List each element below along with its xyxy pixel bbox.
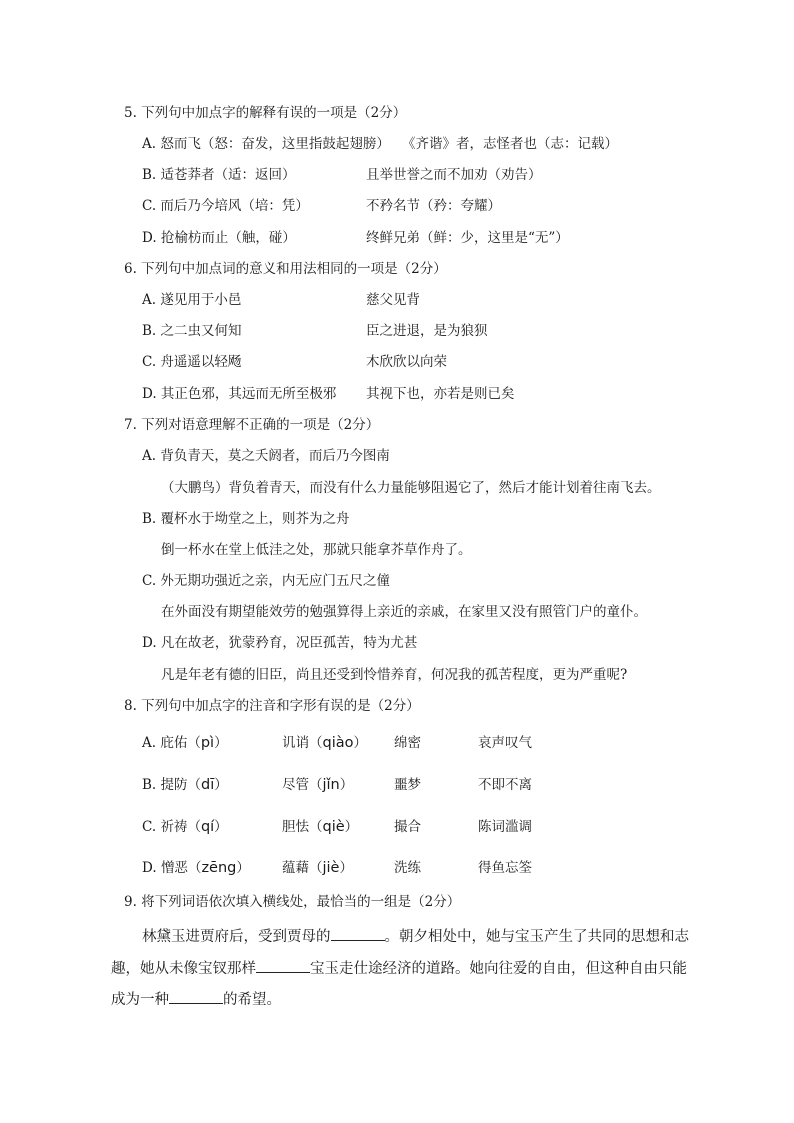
- q8-option-c-word1: C. 祈祷（qí）: [142, 819, 228, 835]
- q9-passage-line-3: 成为一种 的希望。: [111, 989, 281, 1009]
- q8-option-d-word1: D. 憎恶（zēng）: [142, 860, 250, 876]
- q8-option-a-word3: 绵密: [394, 735, 421, 751]
- pinyin: jiè: [322, 860, 340, 876]
- q7-option-b-source: B. 覆杯水于坳堂之上，则芥为之舟: [142, 511, 350, 527]
- q7-option-a-source: A. 背负青天，莫之夭阏者，而后乃今图南: [142, 448, 390, 464]
- pinyin: jǐn: [322, 777, 340, 793]
- q5-option-b-left: B. 适苍莽者（适：返回）: [142, 167, 296, 183]
- q8-option-a-word1: A. 庇佑（pì）: [142, 735, 228, 751]
- q6-option-c-left: C. 舟遥遥以轻飏: [142, 354, 242, 370]
- q5-option-c-right: 不矜名节（矜：夸耀）: [366, 198, 501, 214]
- q5-option-d-right: 终鲜兄弟（鲜：少，这里是“无”）: [366, 230, 569, 246]
- question-9-title: 9. 将下列词语依次填入横线处，最恰当的一组是（2分）: [124, 894, 461, 910]
- q7-option-d-source: D. 凡在故老，犹蒙矜育，况臣孤苦，特为尤甚: [142, 635, 418, 651]
- q7-option-c-source: C. 外无期功强近之亲，内无应门五尺之僮: [142, 573, 390, 589]
- q8-option-d-word3: 洗练: [394, 860, 421, 876]
- q8-option-a-word2: 讥诮（qiào）: [282, 735, 367, 751]
- q9-passage-line-1: 林黛玉进贾府后，受到贾母的 。朝夕相处中，她与宝玉产生了共同的思想和志: [142, 926, 689, 946]
- q5-option-d-left: D. 抢榆枋而止（触，碰）: [142, 230, 296, 246]
- q8-option-c-word3: 撮合: [394, 819, 421, 835]
- q7-option-a-translation: （大鹏鸟）背负着青天，而没有什么力量能够阻遏它了，然后才能计划着往南飞去。: [161, 480, 661, 496]
- q6-option-a-left: A. 遂见用于小邑: [142, 292, 242, 308]
- q7-option-c-translation: 在外面没有期望能效劳的勉强算得上亲近的亲戚，在家里又没有照管门户的童仆。: [161, 604, 647, 620]
- question-8-title: 8. 下列句中加点字的注音和字形有误的是（2分）: [124, 698, 420, 714]
- q8-option-d-word4: 得鱼忘筌: [478, 860, 532, 876]
- pinyin: qiè: [322, 819, 345, 835]
- q8-option-a-word4: 哀声叹气: [478, 735, 532, 751]
- q8-option-c-word2: 胆怯（qiè）: [282, 819, 359, 835]
- q8-option-c-word4: 陈词滥调: [478, 819, 532, 835]
- pinyin: qí: [200, 819, 215, 835]
- q8-option-b-word2: 尽管（jǐn）: [282, 777, 354, 793]
- question-6-title: 6. 下列句中加点词的意义和用法相同的一项是（2分）: [124, 261, 447, 277]
- fill-blank-1[interactable]: [331, 926, 385, 941]
- question-7-title: 7. 下列对语意理解不正确的一项是（2分）: [124, 417, 380, 433]
- pinyin: zēng: [201, 860, 237, 876]
- q9-passage-line-2: 趣，她从未像宝钗那样 宝玉走仕途经济的道路。她向往爱的自由，但这种自由只能: [111, 958, 687, 978]
- q6-option-c-right: 木欣欣以向荣: [366, 354, 447, 370]
- q8-option-b-word3: 噩梦: [394, 777, 421, 793]
- pinyin: qiào: [322, 735, 354, 751]
- q5-option-a-right: 《齐谐》者，志怪者也（志：记载）: [402, 136, 618, 152]
- q5-option-b-right: 且举世誉之而不加劝（劝告）: [366, 167, 542, 183]
- pinyin: dī: [201, 777, 215, 793]
- q6-option-b-right: 臣之进退，是为狼狈: [366, 323, 488, 339]
- q7-option-d-translation: 凡是年老有德的旧臣，尚且还受到怜惜养育，何况我的孤苦程度，更为严重呢?: [161, 667, 628, 683]
- q8-option-b-word4: 不即不离: [478, 777, 532, 793]
- q6-option-b-left: B. 之二虫又何知: [142, 323, 242, 339]
- q5-option-c-left: C. 而后乃今培风（培：凭）: [142, 198, 309, 214]
- fill-blank-3[interactable]: [169, 989, 223, 1004]
- fill-blank-2[interactable]: [256, 958, 310, 973]
- q6-option-d-right: 其视下也，亦若是则已矣: [366, 386, 515, 402]
- q6-option-d-left: D. 其正色邪，其远而无所至极邪: [142, 386, 337, 402]
- q7-option-b-translation: 倒一杯水在堂上低洼之处，那就只能拿芥草作舟了。: [161, 542, 472, 558]
- q5-option-a-left: A. 怒而飞（怒：奋发，这里指鼓起翅膀）: [142, 136, 390, 152]
- q6-option-a-right: 慈父见背: [366, 292, 420, 308]
- question-5-title: 5. 下列句中加点字的解释有误的一项是（2分）: [124, 105, 407, 121]
- q8-option-b-word1: B. 提防（dī）: [142, 777, 228, 793]
- pinyin: pì: [200, 735, 215, 751]
- q8-option-d-word2: 蕴藉（jiè）: [282, 860, 353, 876]
